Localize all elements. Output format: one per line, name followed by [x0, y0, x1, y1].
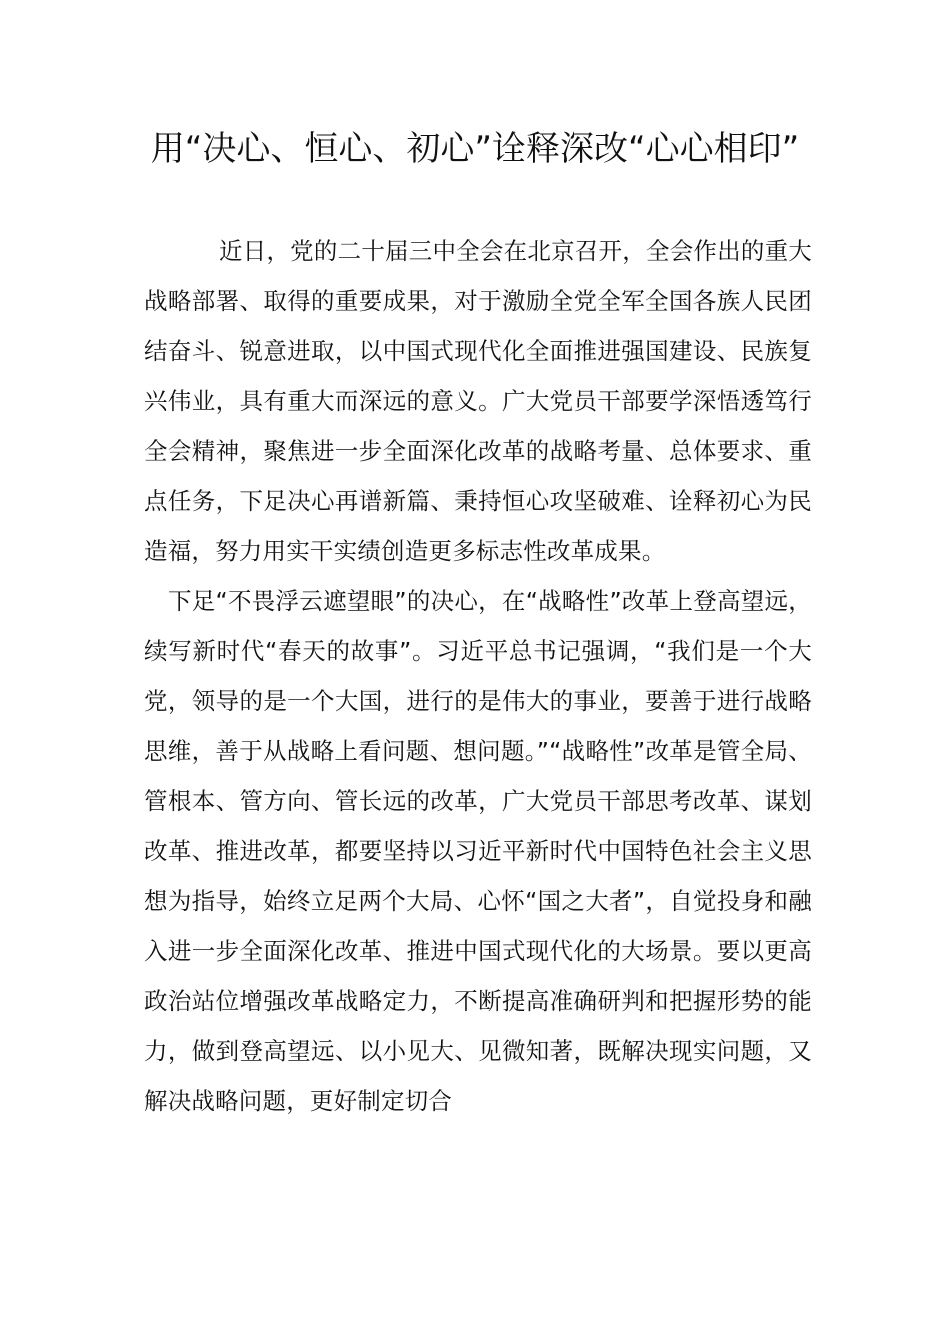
paragraph-intro: 近日，党的二十届三中全会在北京召开，全会作出的重大战略部署、取得的重要成果，对于激励全党全军全国各族人民团结奋斗、锐意进取，以中国式现代化全面推进强国建设、民族复兴伟业，具有重大而深远的意义。广大党员干部要学深悟透笃行全会精神，聚焦进一步全面深化改革的战略考量、总体要求、重点任务，下足决心再谱新篇、秉持恒心攻坚破难、诠释初心为民造福，努力用实干实绩创造更多标志性改革成果。 [144, 237, 812, 565]
document-title: 用“决心、恒心、初心”诠释深改“心心相印” [150, 129, 800, 169]
document-body [144, 226, 812, 1126]
paragraph-strategic-reform: 下足“不畏浮云遮望眼”的决心，在“战略性”改革上登高望远，续写新时代“春天的故事”。习近平总书记强调，“我们是一个大党，领导的是一个大国，进行的是伟大的事业，要善于进行战略思维，善于从战略上看问题、想问题。”“战略性”改革是管全局、管根本、管方向、管长远的改革，广大党员干部思考改革、谋划改革、推进改革，都要坚持以习近平新时代中国特色社会主义思想为指导，始终立足两个大局、心怀“国之大者”，自觉投身和融入进一步全面深化改革、推进中国式现代化的大场景。要以更高政治站位增强改革战略定力，不断提高准确研判和把握形势的能力，做到登高望远、以小见大、见微知著，既解决现实问题，又解决战略问题，更好制定切合 [144, 587, 812, 1115]
